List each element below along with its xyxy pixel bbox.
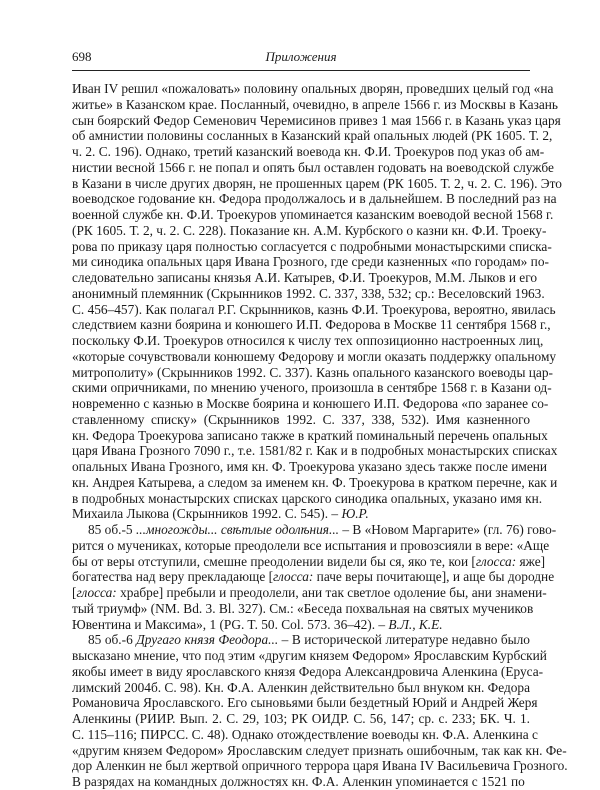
text-line (72, 317, 551, 333)
italic-segment: Ю.Р. (341, 506, 369, 522)
text-line (72, 270, 538, 286)
text-segment: нистии весной 1566 г. не попал и опять был оставлен годовать на воеводской службе (72, 159, 554, 175)
text-line (72, 774, 530, 790)
text-segment: Михаила Лыкова (Скрынников 1992. С. 545). – (72, 506, 342, 522)
text-segment: Романовича Ярославского. Его сыновьями были бездетный Юрий и Андрей Жеря (72, 695, 538, 711)
text-segment: в Казани в числе других дворян, не прошенных царем (РК 1605. Т. 2, ч. 2. С. 196). Это (72, 175, 562, 191)
text-segment: поскольку Ф.И. Троекуров относился к числу тех оппозиционно настроенных лиц, (72, 333, 544, 348)
text-line (72, 222, 547, 239)
text-segment: ставленному списку» (Скрынников 1992. С. 337, 338, 532). Имя казненного (72, 411, 530, 427)
text-segment: 85 об.-6 (88, 632, 137, 648)
text-line (72, 663, 544, 680)
text-segment: в подробных монастырских списках царского синодика опальных, указано имя кн. (72, 490, 543, 506)
text-segment: кн. Андрея Катырева, а следом за именем кн. Ф. Троекурова в кратком перечне, как и (72, 474, 558, 490)
paragraph (72, 522, 557, 632)
paragraph (72, 632, 568, 790)
text-line (72, 112, 561, 129)
text-line (72, 726, 538, 743)
text-segment: следствием казни боярина и конюшего И.П. Федорова в Москве 11 сентября 1568 г., (72, 317, 551, 333)
text-segment: С. 456–457). Как полагал Р.Г. Скрынников, казнь Ф.И. Троекурова, вероятно, явилась (72, 301, 556, 317)
text-segment: «другим князем Федором» Ярославским следует признать ошибочным, так как кн. Фе- (72, 742, 567, 758)
text-line (72, 364, 553, 381)
text-segment: скими опричниками, по мнению ученого, произошла в сентябре 1568 г. в Казани од- (72, 380, 552, 396)
text-segment: С. 115–116; ПИРСС. С. 48). Однако отождествление воеводы кн. Ф.А. Аленкина с (72, 726, 538, 742)
text-segment: богатества над веру прекладающе [ (72, 569, 274, 585)
text-line (72, 695, 538, 711)
text-line (72, 711, 530, 727)
text-line (72, 144, 545, 160)
text-segment: царя Ивана Грозного 7090 г., т.е. 1581/82 г. Как и в подробных монастырских списках (72, 443, 558, 459)
text-segment: лимский 2004б. С. 98). Кн. Ф.А. Аленкин действительно был внуком кн. Федора (72, 679, 531, 695)
text-line (72, 207, 554, 223)
text-segment: якобы имеет в виду ярославского князя Федора Александровича Аленкина (Еруса- (72, 663, 544, 679)
text-line (72, 553, 546, 570)
text-line (72, 600, 534, 617)
header-rule (72, 70, 530, 71)
text-line (72, 537, 550, 554)
text-segment: «которые сочувствовали конюшему Федорову и могли оказать поддержку опальному (72, 348, 557, 364)
text-segment: бы от веры отступили, смешне преодолении видели бы ся, яко те, кои [ (72, 553, 476, 569)
text-segment: дор Аленкин не был жертвой опричного террора царя Ивана IV Васильевича Грозного. (72, 758, 568, 774)
italic-segment: глосса: (475, 553, 517, 569)
text-segment: В разрядах на командных должностях кн. Ф.А. Аленкин упоминается с 1521 по (72, 774, 525, 789)
text-segment: [ (72, 585, 77, 600)
italic-segment: глосса: (273, 569, 314, 585)
text-line (72, 191, 557, 207)
text-segment: ми синодика опальных царя Ивана Грозного, где среди казненных «по городам» по- (72, 254, 549, 270)
text-segment: об амнистии половины сосланных в Казанский край опальных людей (РК 1605. Т. 2, (72, 128, 553, 144)
text-line (72, 412, 530, 428)
text-line (72, 443, 558, 459)
text-segment: храбре] пребыли и преодолели, ани так светлое одоление бы, ани знамени- (116, 585, 547, 600)
body-text (72, 81, 568, 790)
italic-segment: ...многожды... свѣтлые одолѣния... (135, 522, 340, 537)
text-line (72, 285, 545, 302)
paragraph (72, 81, 562, 522)
text-line (72, 81, 554, 97)
text-segment: высказано мнение, что под этим «другим князем Федором» Ярославским Курбский (72, 648, 547, 663)
text-line (72, 380, 552, 396)
text-segment: рится о мучениках, которые преодолели все испытания и провозсияли в вере: «Аще (72, 537, 550, 553)
text-line (72, 742, 567, 759)
text-segment: житье» в Казанском крае. Посланный, очевидно, в апреле 1566 г. из Москвы в Казань (72, 96, 558, 112)
text-segment: опальных Ивана Грозного, имя кн. Ф. Троекурова указано здесь также после имени (72, 459, 548, 474)
text-line (72, 585, 547, 601)
text-segment: ч. 2. С. 196). Однако, третий казанский воевода кн. Ф.И. Троекуров под указ об ам- (72, 144, 545, 159)
text-line (72, 128, 553, 144)
text-segment: Ювентина и Максима», 1 (PG. T. 50. Col. 573. 36–42). – (72, 616, 389, 632)
page-number: 698 (72, 49, 92, 64)
running-title: Приложения (265, 49, 337, 64)
text-line (72, 474, 558, 491)
text-segment: воеводское годование кн. Федора продолжалось и в дальнейшем. В последний раз на (72, 191, 557, 207)
italic-segment: В.Л., К.Е. (388, 616, 443, 632)
text-segment: сын боярский Федор Семенович Черемисинов привез 1 мая 1566 г. в Казань указ царя (72, 112, 561, 128)
text-line (72, 632, 530, 648)
text-line (72, 758, 568, 774)
italic-segment: глосса: (76, 585, 117, 600)
text-segment: – В «Новом Маргарите» (гл. 76) гово- (339, 522, 557, 537)
text-segment: 85 об.-5 (88, 522, 136, 537)
text-segment: – В исторической литературе недавно было (278, 632, 530, 648)
text-line (72, 648, 547, 664)
text-segment: Аленкины (РИИР. Вып. 2. С. 29, 103; РК ОИДР. С. 56, 147; ср. с. 233; БК. Ч. 1. (72, 711, 530, 726)
text-line (72, 490, 543, 507)
text-segment: Иван IV решил «пожаловать» половину опальных дворян, проведших целый год «на (72, 81, 554, 96)
text-line (72, 96, 558, 113)
text-line (72, 333, 544, 349)
text-line (72, 427, 548, 444)
text-line (72, 617, 530, 633)
text-segment: рова по приказу царя полностью согласуется с подробными монастырскими списка- (72, 238, 552, 254)
text-line (72, 254, 549, 270)
text-line (72, 175, 562, 192)
text-segment: тый триумф» (NM. Bd. 3. Bl. 327). См.: «Беседа похвальная на святых мучеников (72, 600, 534, 616)
text-line (72, 569, 555, 585)
text-segment: митрополиту» (Скрынников 1992. С. 337). Казнь опального казанского воеводы цар- (72, 364, 553, 380)
text-segment: (РК 1605. Т. 2, ч. 2. С. 228). Показание кн. А.М. Курбского о казни кн. Ф.И. Троеку- (72, 222, 547, 238)
text-line (72, 459, 548, 475)
text-segment: следовательно записаны князья А.И. Катырев, Ф.И. Троекуров, М.М. Лыков и его (72, 270, 538, 285)
text-line (72, 159, 554, 176)
text-line (72, 396, 549, 412)
text-segment: паче веры почитающе], и аще бы дородне (313, 569, 555, 585)
text-line (72, 506, 530, 522)
text-segment: военной службе кн. Ф.И. Троекуров упоминается казанским воеводой весной 1568 г. (72, 207, 554, 222)
text-segment: анонимный племянник (Скрынников 1992. С. 337, 338, 532; ср.: Веселовский 1963. (72, 285, 545, 301)
text-segment: яже] (516, 553, 546, 569)
text-line (72, 680, 530, 696)
text-segment: новременно с казнью в Москве боярина и конюшего И.П. Федорова «по заранее со- (72, 396, 549, 411)
text-line (72, 238, 552, 255)
text-line (72, 348, 557, 365)
text-line (72, 301, 556, 318)
running-head (72, 49, 530, 67)
text-segment: кн. Федора Троекурова записано также в краткий поминальный перечень опальных (72, 427, 548, 443)
text-line (72, 522, 557, 538)
italic-segment: Другаго князя Феодора... (136, 632, 279, 648)
